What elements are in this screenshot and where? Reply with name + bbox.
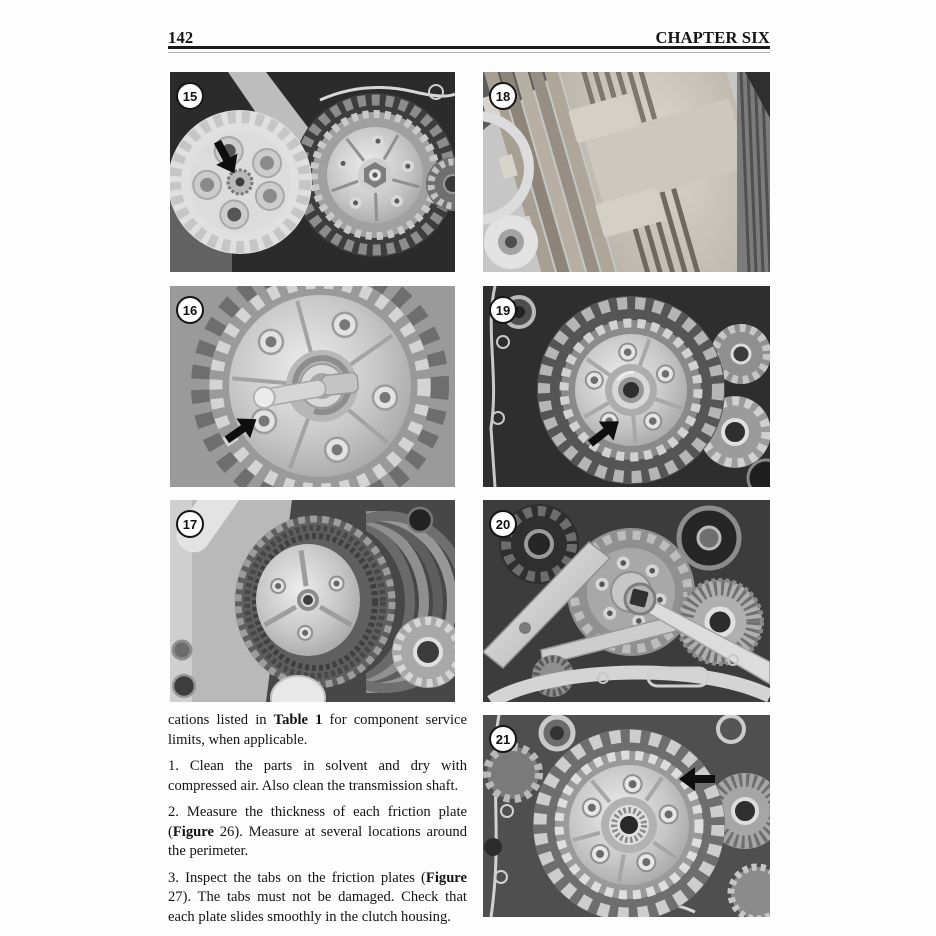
figure-21-badge [489,725,517,753]
figure-number: 20 [495,516,511,532]
paragraph-step-3: 3. Inspect the tabs on the friction plates (Figure 27). The tabs must not be damaged. Check that each plate slides smoothly in the clutch housing. [168,869,467,925]
figure-15-badge [176,82,204,110]
figure-17-badge [176,510,204,538]
body-text-column [168,711,467,934]
figure-15-photo [170,72,455,272]
figure-21-photo [483,715,770,917]
paragraph-continuation: cations listed in Table 1 for component service limits, when applicable. [168,712,467,748]
figure-16-photo [170,286,455,487]
figure-20-photo [483,500,770,702]
page-number: 142 [168,28,194,47]
paragraph-step-2: 2. Measure the thickness of each friction plate (Figure 26). Measure at several locations around the perimeter. [168,804,467,859]
clutch-pressure-plate-illustration [170,72,455,272]
figure-19-photo [483,286,770,487]
clutch-nut-wrench-illustration [483,500,770,702]
figure-number: 15 [182,88,198,104]
clutch-hub-illustration [483,286,770,487]
figure-number: 16 [182,302,198,318]
figure-18-badge [489,82,517,110]
page-header [168,28,770,48]
header-rule-shadow [168,52,770,53]
clutch-pack-illustration [170,500,455,702]
figure-18-photo [483,72,770,272]
chapter-title: CHAPTER SIX [655,28,770,47]
figure-17-photo [170,500,455,702]
header-rule [168,46,770,49]
figure-number: 19 [495,302,511,318]
clutch-plate-stack-illustration [483,72,770,272]
figure-16-badge [176,296,204,324]
figure-19-badge [489,296,517,324]
clutch-housing-illustration [483,715,770,917]
figure-20-badge [489,510,517,538]
clutch-pushrod-illustration [170,286,455,487]
figure-number: 21 [495,731,511,747]
paragraph-step-1: 1. Clean the parts in solvent and dry with compressed air. Also clean the transmission shaft. [168,758,467,794]
figure-number: 17 [182,516,198,532]
figure-number: 18 [495,88,511,104]
